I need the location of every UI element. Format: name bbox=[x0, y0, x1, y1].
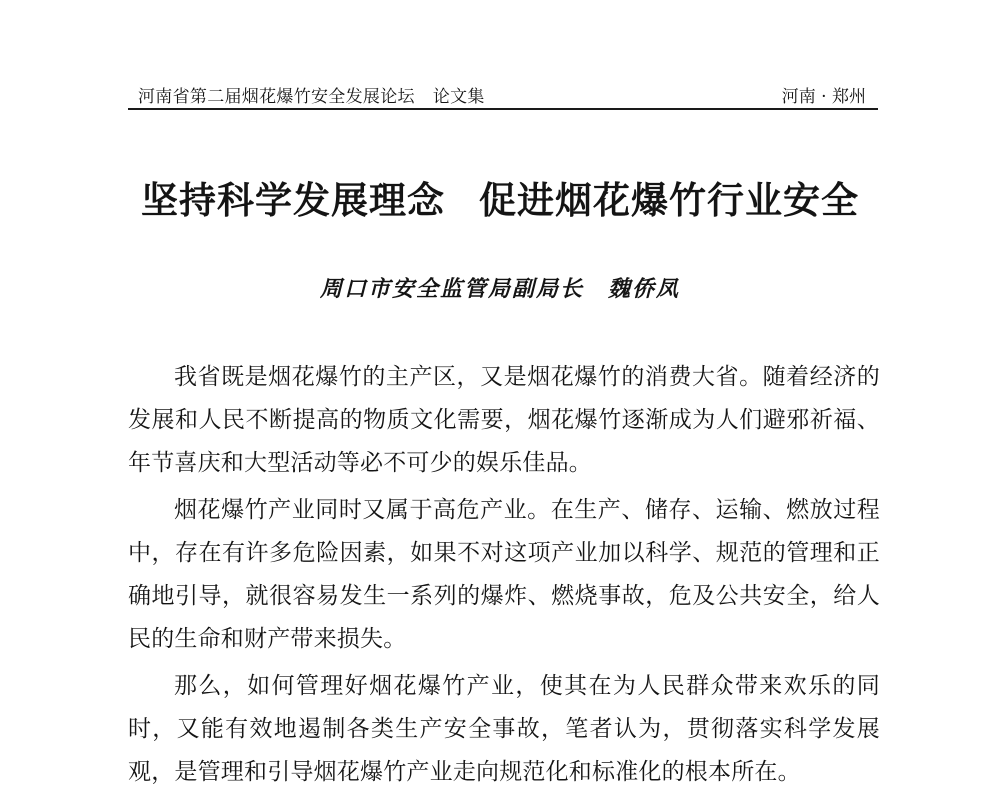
header-publication-name: 河南省第二届烟花爆竹安全发展论坛 bbox=[138, 87, 415, 107]
running-header bbox=[128, 74, 878, 110]
header-section-label: 论文集 bbox=[432, 87, 485, 107]
article-title bbox=[0, 170, 1000, 224]
article-title-part1: 坚持科学发展理念 bbox=[141, 178, 445, 222]
author-byline bbox=[0, 272, 1000, 303]
header-publication bbox=[138, 82, 485, 107]
article-body bbox=[128, 356, 880, 798]
author-name: 魏侨凤 bbox=[608, 276, 681, 302]
author-affiliation: 周口市安全监管局副局长 bbox=[319, 276, 584, 302]
body-paragraph: 那么，如何管理好烟花爆竹产业，使其在为人民群众带来欢乐的同时，又能有效地遏制各类生产安全事故，笔者认为，贯彻落实科学发展观，是管理和引导烟花爆竹产业走向规范化和标准化的根本所在。 bbox=[128, 673, 880, 785]
body-paragraph: 我省既是烟花爆竹的主产区，又是烟花爆竹的消费大省。随着经济的发展和人民不断提高的物质文化需要，烟花爆竹逐渐成为人们避邪祈福、年节喜庆和大型活动等必不可少的娱乐佳品。 bbox=[128, 364, 880, 476]
body-paragraph: 烟花爆竹产业同时又属于高危产业。在生产、储存、运输、燃放过程中，存在有许多危险因素，如果不对这项产业加以科学、规范的管理和正确地引导，就很容易发生一系列的爆炸、燃烧事故，危及公共安全，给人民的生命和财产带来损失。 bbox=[128, 497, 880, 652]
article-title-part2: 促进烟花爆竹行业安全 bbox=[479, 178, 859, 222]
header-location: 河南 · 郑州 bbox=[781, 87, 866, 107]
